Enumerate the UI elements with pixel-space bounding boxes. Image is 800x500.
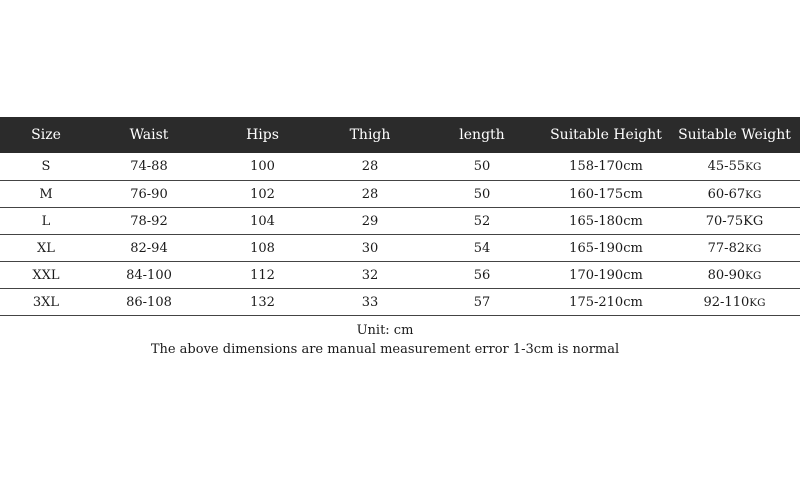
weight-cell	[669, 187, 800, 202]
thigh-cell: 30	[361, 240, 379, 256]
waist-cell: 82-94	[130, 240, 168, 256]
length-cell: 50	[473, 159, 491, 174]
header-size: Size	[31, 127, 61, 143]
table-row	[0, 289, 800, 316]
weight-unit: KG	[745, 242, 762, 255]
header-hips: Hips	[246, 127, 279, 143]
length-cell: 56	[473, 267, 491, 283]
weight-cell	[669, 159, 800, 174]
size-cell: XL	[37, 240, 55, 256]
thigh-cell: 33	[361, 294, 379, 310]
height-cell: 175-210cm	[569, 294, 643, 310]
size-cell: M	[39, 186, 53, 202]
table-row	[0, 153, 800, 181]
weight-value: 45-55	[707, 159, 746, 174]
length-cell: 54	[473, 240, 491, 256]
chart-notes	[0, 321, 770, 359]
thigh-cell: 28	[361, 159, 379, 174]
height-cell: 170-190cm	[569, 267, 643, 283]
measurement-disclaimer: The above dimensions are manual measurement error 1-3cm is normal	[150, 342, 620, 357]
table-row	[0, 181, 800, 208]
hips-cell: 104	[250, 213, 275, 229]
thigh-cell: 29	[361, 213, 379, 229]
height-cell: 165-180cm	[569, 213, 643, 229]
weight-cell	[669, 268, 800, 283]
height-cell: 160-175cm	[569, 186, 643, 202]
weight-value: 77-82	[707, 240, 746, 256]
thigh-cell: 28	[361, 186, 379, 202]
weight-cell	[669, 214, 800, 229]
size-cell: 3XL	[32, 294, 60, 310]
waist-cell: 74-88	[130, 159, 168, 174]
weight-value: 80-90	[707, 267, 746, 283]
table-row	[0, 235, 800, 262]
height-cell: 165-190cm	[569, 240, 643, 256]
length-cell: 52	[473, 213, 491, 229]
unit-note: Unit: cm	[356, 323, 414, 338]
waist-cell: 78-92	[130, 213, 168, 229]
weight-value: 92-110	[703, 294, 750, 310]
table-body	[0, 153, 800, 316]
size-cell: S	[41, 159, 51, 174]
height-cell: 158-170cm	[569, 159, 643, 174]
header-suitable-weight: Suitable Weight	[678, 127, 791, 143]
hips-cell: 102	[250, 186, 275, 202]
table-header-row	[0, 117, 800, 153]
waist-cell: 84-100	[126, 267, 172, 283]
header-suitable-height: Suitable Height	[550, 127, 662, 143]
waist-cell: 86-108	[126, 294, 172, 310]
weight-unit: KG	[749, 296, 766, 309]
weight-cell	[669, 295, 800, 310]
hips-cell: 100	[250, 159, 275, 174]
weight-unit: KG	[745, 188, 762, 201]
table-row	[0, 262, 800, 289]
header-length: length	[459, 127, 505, 143]
length-cell: 57	[473, 294, 491, 310]
header-thigh: Thigh	[349, 127, 391, 143]
table-row	[0, 208, 800, 235]
length-cell: 50	[473, 186, 491, 202]
hips-cell: 108	[250, 240, 275, 256]
size-cell: L	[41, 213, 51, 229]
weight-value: 60-67	[707, 186, 746, 202]
weight-value: 70-75KG	[705, 213, 764, 229]
weight-unit: KG	[745, 269, 762, 282]
hips-cell: 112	[250, 267, 275, 283]
size-cell: XXL	[32, 267, 60, 283]
waist-cell: 76-90	[130, 186, 168, 202]
size-chart-table	[0, 117, 800, 316]
header-waist: Waist	[129, 127, 169, 143]
hips-cell: 132	[250, 294, 275, 310]
weight-unit: KG	[745, 161, 762, 173]
thigh-cell: 32	[361, 267, 379, 283]
weight-cell	[669, 241, 800, 256]
